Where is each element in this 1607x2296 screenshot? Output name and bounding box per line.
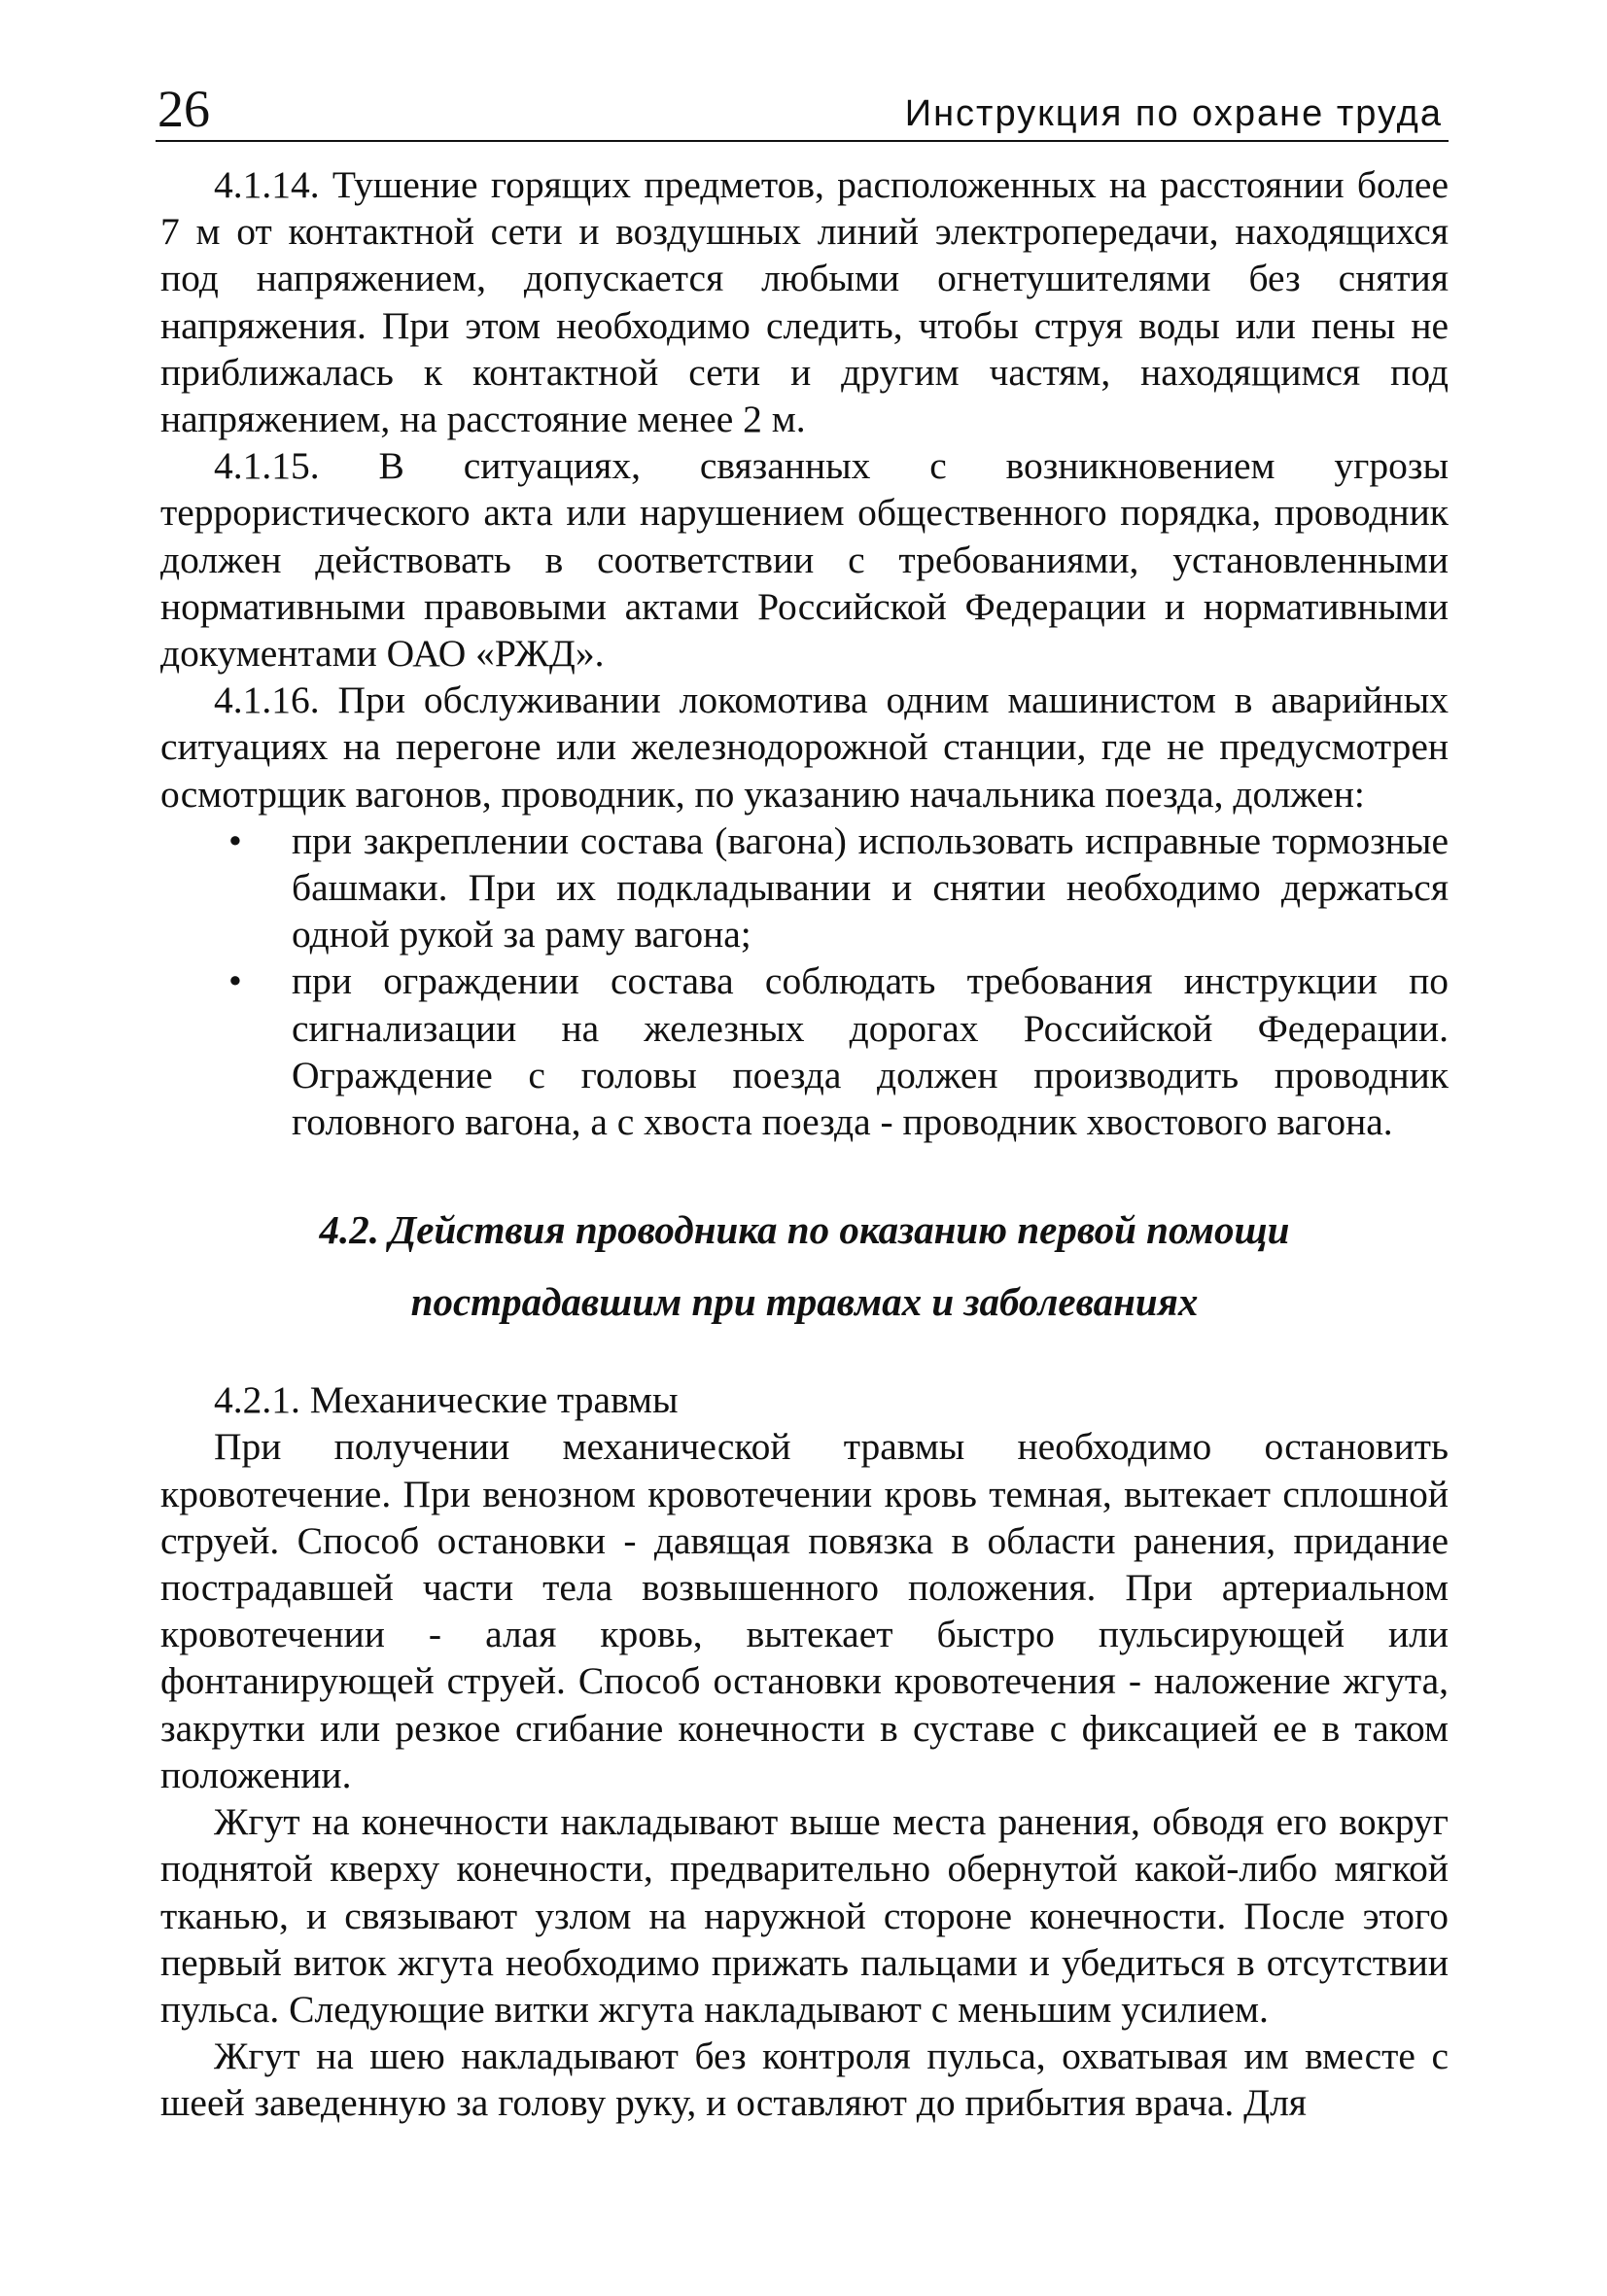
running-title: Инструкция по охране труда [904,93,1443,134]
body-text [160,161,1449,2127]
paragraph-tourniquet-limb: Жгут на конечности накладывают выше места ранения, обводя его вокруг поднятой кверху конечности, предварительно обернутой какой-либо мягкой тканью, и связывают узлом на наружной стороне конечности. После этого первый виток жгута необходимо прижать пальцами и убедиться в отсутствии пульса. Следующие витки жгута накладывают с меньшим усилием. [160,1800,1449,2031]
bullet-marker: • [228,818,242,862]
subsection-title: 4.2.1. Механические травмы [214,1378,679,1422]
paragraph-4-1-15: 4.1.15. В ситуациях, связанных с возникновением угрозы террористического акта или нарушением общественного порядка, проводник должен действовать в соответствии с требованиями, установленными нормативными правовыми актами Российской Федерации и нормативными документами ОАО «РЖД». [160,444,1449,676]
list-item [228,957,1449,1145]
section-heading [160,1194,1449,1338]
bullet-marker: • [228,959,242,1003]
paragraph-tourniquet-neck: Жгут на шею накладывают без контроля пульса, охватывая им вместе с шеей заведенную за голову руку, и оставляют до прибытия врача. Для [160,2035,1449,2125]
list-item [228,818,1449,958]
list-item-text: при закреплении состава (вагона) использовать исправные тормозные башмаки. При их подкладывании и снятии необходимо держаться одной рукой за раму вагона; [292,818,1449,957]
bullet-list [160,818,1449,1145]
section-heading-line-2: пострадавшим при травмах и заболеваниях [410,1279,1199,1325]
page-number: 26 [157,80,210,138]
page-header [156,74,1449,142]
paragraph-4-1-16: 4.1.16. При обслуживании локомотива одним машинистом в аварийных ситуациях на перегоне или железнодорожной станции, где не предусмотрен осмотрщик вагонов, проводник, по указанию начальника поезда, должен: [160,678,1449,816]
section-heading-line-1: 4.2. Действия проводника по оказанию первой помощи [319,1207,1290,1253]
paragraph-4-1-14: 4.1.14. Тушение горящих предметов, расположенных на расстоянии более 7 м от контактной сети и воздушных линий электропередачи, находящихся под напряжением, допускается любыми огнетушителями без снятия напряжения. При этом необходимо следить, чтобы струя воды или пены не приближалась к контактной сети и другим частям, находящимся под напряжением, на расстояние менее 2 м. [160,163,1449,441]
paragraph-bleeding: При получении механической травмы необходимо остановить кровотечение. При венозном кровотечении кровь темная, вытекает сплошной струей. Способ остановки - давящая повязка в области ранения, придание пострадавшей части тела возвышенного положения. При артериальном кровотечении - алая кровь, вытекает быстро пульсирующей или фонтанирующей струей. Способ остановки кровотечения - наложение жгута, закрутки или резкое сгибание конечности в суставе с фиксацией ее в таком положении. [160,1425,1449,1796]
list-item-text: при ограждении состава соблюдать требования инструкции по сигнализации на железных дорогах Российской Федерации. Ограждение с головы поезда должен производить проводник головного вагона, а с хвоста поезда - проводник хвостового вагона. [292,959,1449,1144]
